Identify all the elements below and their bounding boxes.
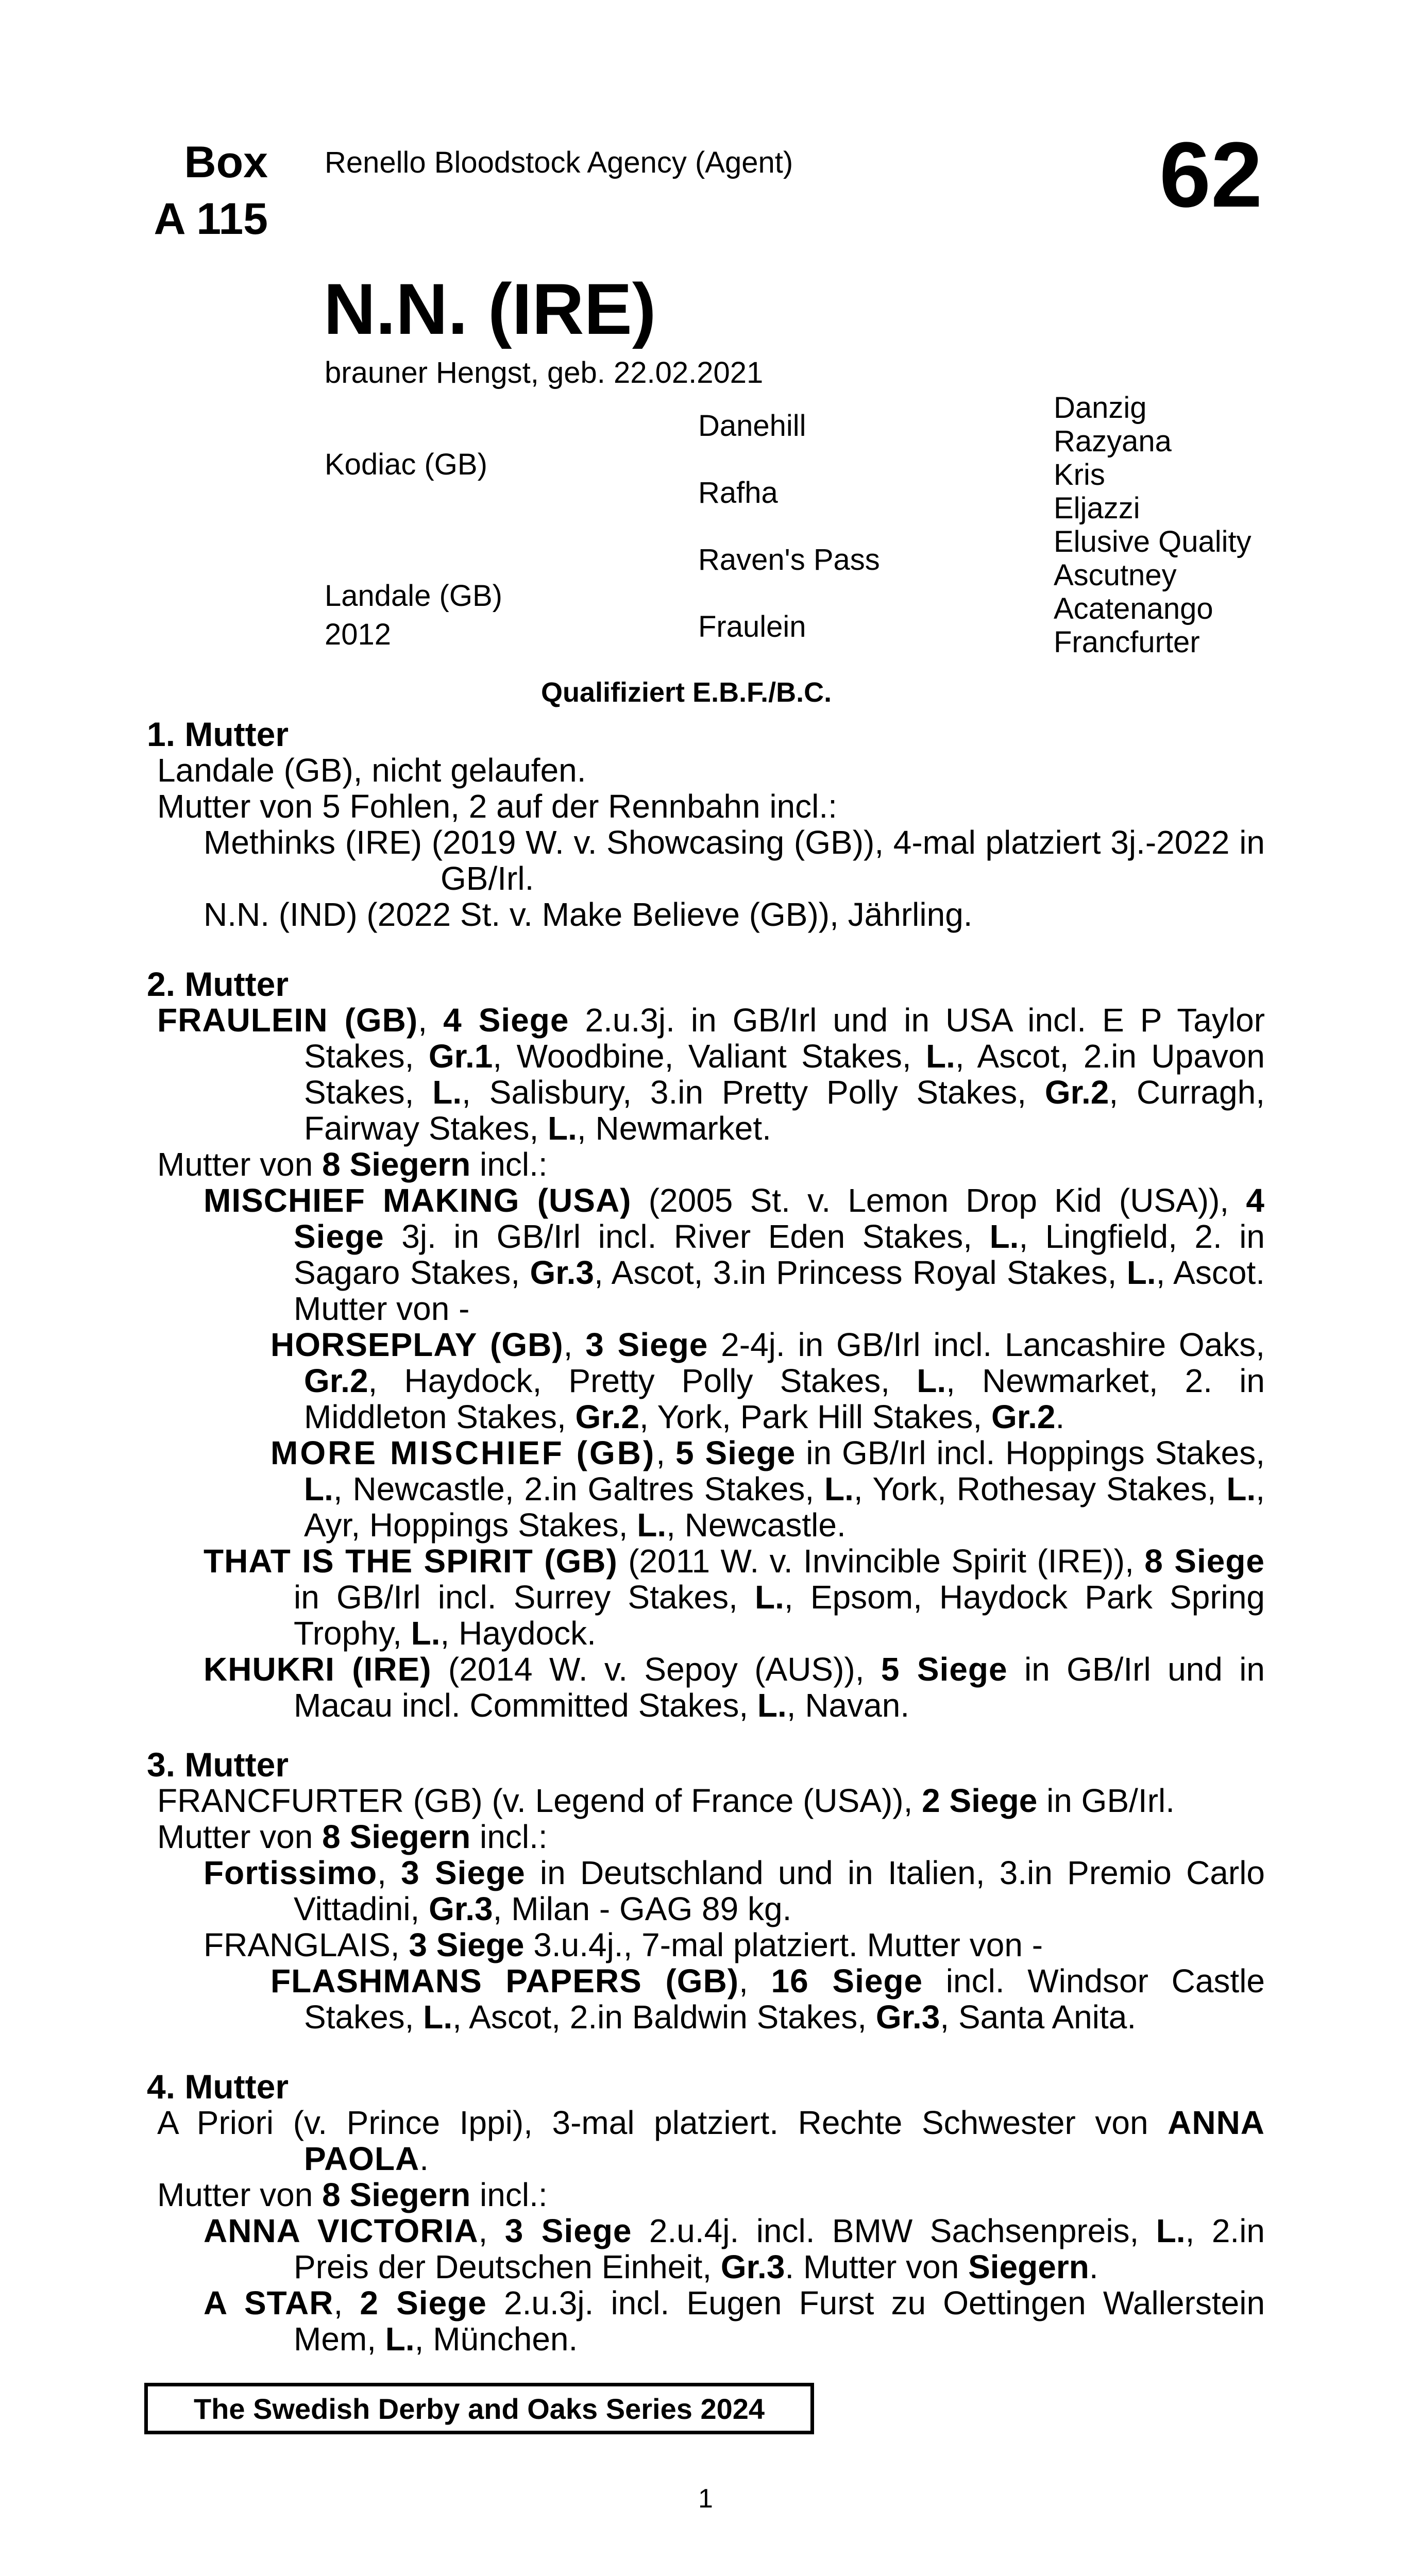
produce-entry: MORE MISCHIEF (GB), 5 Siege in GB/Irl incl. Hoppings Stakes, L., Newcastle, 2.in Galtres Stakes, L., York, Rothesay Stakes, L., Ayr, Hoppings Stakes, L., Newcastle.: [270, 1434, 1265, 1544]
pedigree-gen3-8: Francfurter: [1054, 625, 1200, 659]
series-box: [144, 2383, 814, 2434]
pedigree-gen3-3: Kris: [1054, 458, 1105, 492]
pedigree-dam: Landale (GB): [325, 579, 502, 613]
dam-name: FRAULEIN (GB): [157, 1002, 418, 1039]
qualification: Qualifiziert E.B.F./B.C.: [541, 677, 832, 708]
pedigree-sire-sire: Danehill: [698, 409, 806, 443]
produce-entry: A STAR, 2 Siege 2.u.3j. incl. Eugen Furst zu Oettingen Wallerstein Mem, L., München.: [204, 2284, 1265, 2358]
pedigree-dam-sire: Raven's Pass: [698, 543, 880, 577]
dam-record: FRANCFURTER (GB) (v. Legend of France (USA)), 2 Siege in GB/Irl.: [157, 1782, 1175, 1819]
section-fourth-dam: [147, 2069, 1265, 2357]
produce-entry: N.N. (IND) (2022 St. v. Make Believe (GB)), Jährling.: [204, 896, 973, 933]
produce-entry: ANNA VICTORIA, 3 Siege 2.u.4j. incl. BMW Sachsenpreis, L., 2.in Preis der Deutschen Einheit, Gr.3. Mutter von Siegern.: [204, 2212, 1265, 2285]
wins: 4 Siege: [443, 1002, 569, 1039]
pedigree-sire-dam: Rafha: [698, 476, 778, 510]
lot-number: 62: [1159, 123, 1263, 227]
horse-description: brauner Hengst, geb. 22.02.2021: [325, 356, 764, 389]
page-number: 1: [698, 2484, 713, 2514]
section-third-dam: [147, 1747, 1265, 2035]
section-second-dam: [147, 966, 1265, 1723]
agent-name: Renello Bloodstock Agency (Agent): [325, 146, 793, 179]
pedigree-gen3-4: Eljazzi: [1054, 492, 1140, 525]
pedigree-dam-year: 2012: [325, 618, 392, 651]
produce-record: Mutter von 8 Siegern incl.:: [157, 1818, 548, 1855]
pedigree-gen3-7: Acatenango: [1054, 592, 1213, 625]
produce-entry: THAT IS THE SPIRIT (GB) (2011 W. v. Invincible Spirit (IRE)), 8 Siege in GB/Irl incl. Surrey Stakes, L., Epsom, Haydock Park Spring Trophy, L., Haydock.: [204, 1543, 1265, 1652]
produce-entry: Fortissimo, 3 Siege in Deutschland und in Italien, 3.in Premio Carlo Vittadini, Gr.3, Milan - GAG 89 kg.: [204, 1854, 1265, 1927]
dam-record: Landale (GB), nicht gelaufen.: [157, 752, 586, 789]
pedigree-gen3-2: Razyana: [1054, 425, 1172, 458]
produce-entry: FLASHMANS PAPERS (GB), 16 Siege incl. Windsor Castle Stakes, L., Ascot, 2.in Baldwin Stakes, Gr.3, Santa Anita.: [270, 1962, 1265, 2036]
section-heading: 4. Mutter: [147, 2067, 289, 2106]
pedigree-dam-dam: Fraulein: [698, 610, 806, 643]
section-heading: 1. Mutter: [147, 715, 289, 753]
horse-name: N.N. (IRE): [324, 268, 656, 349]
produce-entry: FRANGLAIS, 3 Siege 3.u.4j., 7-mal platziert. Mutter von -: [204, 1926, 1043, 1963]
produce-record: Mutter von 8 Siegern incl.:: [157, 2176, 548, 2213]
produce-record: Mutter von 8 Siegern incl.:: [157, 1146, 548, 1183]
pedigree-gen3-6: Ascutney: [1054, 558, 1177, 592]
produce-entry: Methinks (IRE) (2019 W. v. Showcasing (GB)), 4-mal platziert 3j.-2022 in GB/Irl.: [204, 824, 1265, 897]
produce-entry: KHUKRI (IRE) (2014 W. v. Sepoy (AUS)), 5 Siege in GB/Irl und in Macau incl. Committed Stakes, L., Navan.: [204, 1651, 1265, 1724]
produce-entry: HORSEPLAY (GB), 3 Siege 2-4j. in GB/Irl incl. Lancashire Oaks, Gr.2, Haydock, Pretty Polly Stakes, L., Newmarket, 2. in Middleton Stakes, Gr.2, York, Park Hill Stakes, Gr.2.: [270, 1326, 1265, 1435]
box-number: A 115: [154, 194, 268, 244]
pedigree-sire: Kodiac (GB): [325, 448, 487, 481]
produce-entry: MISCHIEF MAKING (USA) (2005 St. v. Lemon Drop Kid (USA)), 4 Siege 3j. in GB/Irl incl. River Eden Stakes, L., Lingfield, 2. in Sagaro Stakes, Gr.3, Ascot, 3.in Princess Royal Stakes, L., Ascot. Mutter von -: [204, 1182, 1265, 1327]
section-first-dam: [147, 716, 1265, 933]
produce-record: Mutter von 5 Fohlen, 2 auf der Rennbahn incl.:: [157, 788, 837, 825]
pedigree-gen3-5: Elusive Quality: [1054, 525, 1251, 558]
pedigree-gen3-1: Danzig: [1054, 391, 1147, 425]
series-label: The Swedish Derby and Oaks Series 2024: [193, 2392, 765, 2425]
box-label: Box: [184, 138, 268, 187]
section-heading: 2. Mutter: [147, 965, 289, 1003]
dam-record: FRAULEIN (GB), 4 Siege 2.u.3j. in GB/Irl und in USA incl. E P Taylor Stakes, Gr.1, Woodbine, Valiant Stakes, L., Ascot, 2.in Upavon Stakes, L., Salisbury, 3.in Pretty Polly Stakes, Gr.2, Curragh, Fairway Stakes, L., Newmarket.: [157, 1002, 1265, 1147]
section-heading: 3. Mutter: [147, 1745, 289, 1784]
dam-record: A Priori (v. Prince Ippi), 3-mal platziert. Rechte Schwester von ANNA PAOLA.: [157, 2104, 1265, 2177]
